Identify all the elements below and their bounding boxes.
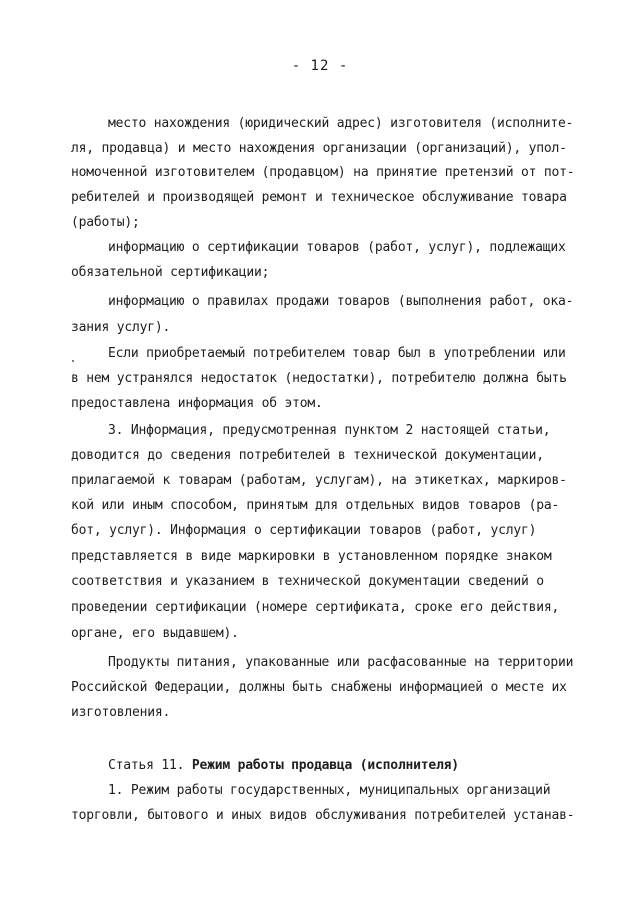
text-line: представляется в виде маркировки в установленном порядке знаком [71,549,552,564]
text-line: Продукты питания, упакованные или расфасованные на территории [108,655,574,670]
article-title: Режим работы продавца (исполнителя) [191,758,459,773]
text-line: 1. Режим работы государственных, муниципальных организаций [108,783,551,798]
text-line: ребителей и производящей ремонт и техническое обслуживание товара [71,190,567,205]
text-line: соответствия и указанием в технической документации сведений о [71,574,544,589]
text-line: органе, его выдавшем). [71,626,239,641]
article-heading [108,758,580,774]
text-line: кой или иным способом, принятым для отдельных видов товаров (ра- [71,498,560,513]
text-line: обязательной сертификации; [71,265,270,280]
text-line: (работы); [71,215,140,230]
text-line: ля, продавца) и место нахождения организации (организаций), упол- [71,141,567,156]
text-line: зания услуг). [71,320,171,335]
text-line: предоставлена информация об этом. [71,396,323,411]
speck [72,360,74,362]
text-line: изготовления. [71,705,171,720]
text-line: Если приобретаемый потребителем товар был в употреблении или [108,346,566,361]
text-line: бот, услуг). Информация о сертификации товаров (работ, услуг) [71,523,537,538]
page-number: - 12 - [291,58,349,74]
text-line: Российской Федерации, должны быть снабжены информацией о месте их [71,680,567,695]
text-line: информацию о правилах продажи товаров (выполнения работ, ока- [108,294,574,309]
text-line: 3. Информация, предусмотренная пунктом 2 настоящей статьи, [108,423,551,438]
article-label: Статья 11. [108,758,185,773]
text-line: место нахождения (юридический адрес) изготовителя (исполните- [108,116,574,131]
text-line: проведении сертификации (номере сертификата, сроке его действия, [71,600,560,615]
text-line: в нем устранялся недостаток (недостатки), потребителю должна быть [71,371,567,386]
text-line: доводится до сведения потребителей в технической документации, [71,448,544,463]
text-line: торговли, бытового и иных видов обслуживания потребителей устанав- [71,808,575,823]
text-line: прилагаемой к товарам (работам, услугам), на этикетках, маркиров- [71,473,567,488]
text-line: информацию о сертификации товаров (работ, услуг), подлежащих [108,240,566,255]
text-line: номоченной изготовителем (продавцом) на принятие претензий от пот- [71,165,575,180]
